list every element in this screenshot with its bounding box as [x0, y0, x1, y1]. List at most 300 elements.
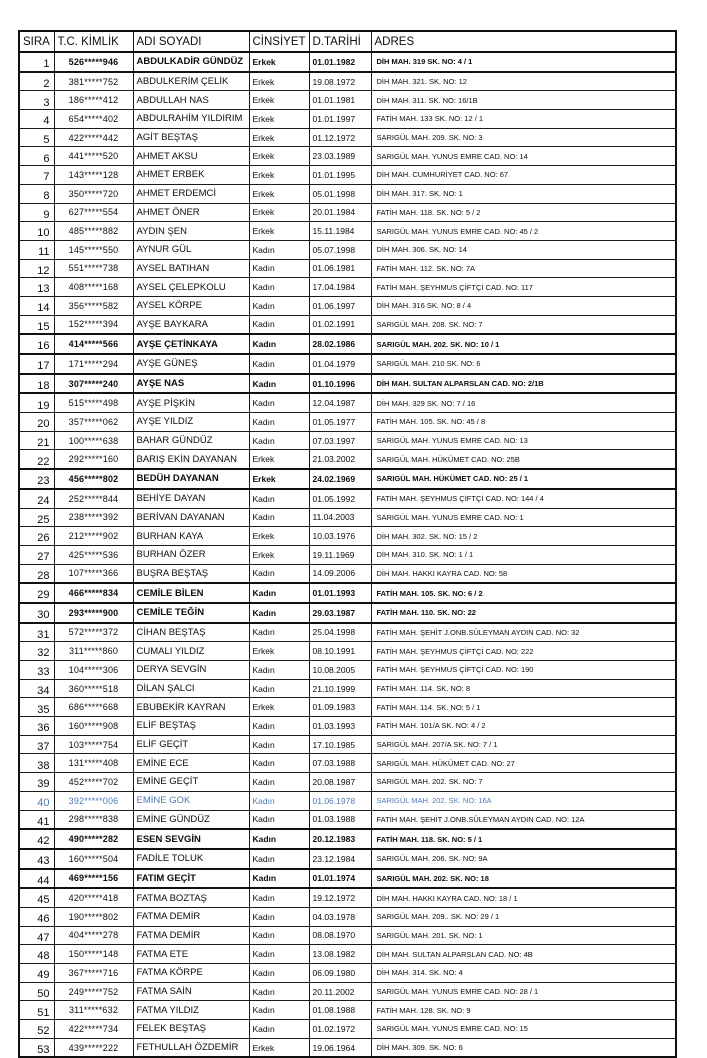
gender-cell: Kadın [249, 679, 309, 698]
tc-id-cell: 350*****720 [54, 184, 133, 203]
tc-id-cell: 490*****282 [54, 829, 133, 849]
row-number-cell: 47 [19, 926, 54, 945]
dob-cell: 01.06.1997 [309, 296, 371, 315]
table-row [19, 110, 676, 129]
address-cell: DİH MAH. 311. SK. NO: 16/1B [371, 91, 676, 110]
gender-cell: Kadın [249, 926, 309, 945]
address-cell: SARIGÜL MAH. YUNUS EMRE CAD. NO: 28 / 1 [371, 982, 676, 1001]
name-cell: ABDULRAHİM YILDIRIM [133, 110, 249, 129]
table-row [19, 679, 676, 698]
dob-cell: 01.10.1996 [309, 374, 371, 394]
row-number-cell: 36 [19, 717, 54, 736]
tc-id-cell: 131*****408 [54, 754, 133, 773]
header-gender: CİNSİYET [249, 31, 309, 52]
dob-cell: 15.11.1984 [309, 222, 371, 241]
dob-cell: 11.04.2003 [309, 508, 371, 527]
address-cell: SARIGÜL MAH. YUNUS EMRE CAD. NO: 15 [371, 1020, 676, 1039]
table-row [19, 1020, 676, 1039]
name-cell: EMİNE GEÇİT [133, 773, 249, 792]
gender-cell: Kadın [249, 945, 309, 964]
dob-cell: 20.12.1983 [309, 829, 371, 849]
row-number-cell: 42 [19, 829, 54, 849]
row-number-cell: 1 [19, 52, 54, 72]
name-cell: AYNUR GÜL [133, 240, 249, 259]
gender-cell: Kadın [249, 661, 309, 680]
address-cell: DİH MAH. 309. SK. NO: 6 [371, 1038, 676, 1057]
address-cell: DİH MAH. 321. SK. NO: 12 [371, 72, 676, 91]
gender-cell: Kadın [249, 393, 309, 412]
dob-cell: 10.08.2005 [309, 661, 371, 680]
row-number-cell: 23 [19, 469, 54, 489]
table-row [19, 259, 676, 278]
name-cell: AYŞE BAYKARA [133, 315, 249, 334]
row-number-cell: 39 [19, 773, 54, 792]
tc-id-cell: 515*****498 [54, 393, 133, 412]
name-cell: ELİF GEÇİT [133, 735, 249, 754]
name-cell: FETHULLAH ÖZDEMİR [133, 1038, 249, 1057]
name-cell: FATMA KÖRPE [133, 964, 249, 983]
tc-id-cell: 298*****838 [54, 810, 133, 829]
name-cell: CUMALI YILDIZ [133, 642, 249, 661]
gender-cell: Kadın [249, 1001, 309, 1020]
address-cell: FATİH MAH. ŞEHİT J.ONB.SÜLEYMAN AYDIN CAD. NO: 12A [371, 810, 676, 829]
gender-cell: Kadın [249, 982, 309, 1001]
table-row [19, 583, 676, 603]
address-cell: SARIGÜL MAH. 210 SK. NO: 6 [371, 354, 676, 374]
table-row [19, 431, 676, 450]
row-number-cell: 37 [19, 735, 54, 754]
gender-cell: Kadın [249, 623, 309, 642]
row-number-cell: 5 [19, 128, 54, 147]
dob-cell: 04.03.1978 [309, 907, 371, 926]
tc-id-cell: 293*****900 [54, 603, 133, 623]
row-number-cell: 40 [19, 791, 54, 810]
table-row [19, 717, 676, 736]
row-number-cell: 46 [19, 907, 54, 926]
name-cell: CEMİLE TEĞİN [133, 603, 249, 623]
name-cell: AHMET ERBEK [133, 166, 249, 185]
row-number-cell: 20 [19, 413, 54, 432]
tc-id-cell: 238*****392 [54, 508, 133, 527]
name-cell: CEMİLE BİLEN [133, 583, 249, 603]
name-cell: AYŞE NAS [133, 374, 249, 394]
table-row [19, 166, 676, 185]
table-row [19, 698, 676, 717]
dob-cell: 07.03.1988 [309, 754, 371, 773]
gender-cell: Erkek [249, 166, 309, 185]
table-row [19, 489, 676, 508]
table-row [19, 222, 676, 241]
row-number-cell: 33 [19, 661, 54, 680]
dob-cell: 01.02.1972 [309, 1020, 371, 1039]
table-row [19, 810, 676, 829]
row-number-cell: 18 [19, 374, 54, 394]
address-cell: DİH MAH. 329 SK. NO: 7 / 16 [371, 393, 676, 412]
table-row [19, 203, 676, 222]
row-number-cell: 35 [19, 698, 54, 717]
name-cell: BURHAN ÖZER [133, 545, 249, 564]
dob-cell: 19.12.1972 [309, 888, 371, 907]
name-cell: ESEN SEVGİN [133, 829, 249, 849]
gender-cell: Erkek [249, 52, 309, 72]
dob-cell: 12.04.1987 [309, 393, 371, 412]
row-number-cell: 24 [19, 489, 54, 508]
address-cell: DİH MAH. SULTAN ALPARSLAN CAD. NO: 2/1B [371, 374, 676, 394]
name-cell: AYŞE GÜNEŞ [133, 354, 249, 374]
tc-id-cell: 100*****638 [54, 431, 133, 450]
gender-cell: Kadın [249, 278, 309, 297]
table-row [19, 829, 676, 849]
address-cell: FATİH MAH. 105. SK. NO: 6 / 2 [371, 583, 676, 603]
dob-cell: 19.08.1972 [309, 72, 371, 91]
gender-cell: Kadın [249, 603, 309, 623]
dob-cell: 19.11.1969 [309, 545, 371, 564]
tc-id-cell: 292*****160 [54, 450, 133, 469]
gender-cell: Kadın [249, 296, 309, 315]
dob-cell: 21.03.2002 [309, 450, 371, 469]
address-cell: DİH MAH. HAKKI KAYRA CAD. NO: 58 [371, 564, 676, 583]
dob-cell: 01.06.1978 [309, 791, 371, 810]
name-cell: BURHAN KAYA [133, 527, 249, 546]
address-cell: FATİH MAH. ŞEYHMUS ÇİFTÇİ CAD. NO: 117 [371, 278, 676, 297]
dob-cell: 01.06.1981 [309, 259, 371, 278]
row-number-cell: 27 [19, 545, 54, 564]
table-header [19, 31, 676, 52]
name-cell: FATMA BOZTAŞ [133, 888, 249, 907]
address-cell: SARIGÜL MAH. YUNUS EMRE CAD. NO: 1 [371, 508, 676, 527]
table-row [19, 773, 676, 792]
tc-id-cell: 360*****518 [54, 679, 133, 698]
gender-cell: Kadın [249, 564, 309, 583]
tc-id-cell: 686*****668 [54, 698, 133, 717]
gender-cell: Erkek [249, 469, 309, 489]
row-number-cell: 50 [19, 982, 54, 1001]
dob-cell: 05.01.1998 [309, 184, 371, 203]
table-row [19, 527, 676, 546]
table-row [19, 907, 676, 926]
dob-cell: 01.09.1983 [309, 698, 371, 717]
name-cell: EBUBEKİR KAYRAN [133, 698, 249, 717]
address-cell: SARIGÜL MAH. 208. SK. NO: 7 [371, 315, 676, 334]
row-number-cell: 4 [19, 110, 54, 129]
tc-id-cell: 485*****882 [54, 222, 133, 241]
name-cell: AYSEL ÇELEPKOLU [133, 278, 249, 297]
gender-cell: Kadın [249, 240, 309, 259]
row-number-cell: 15 [19, 315, 54, 334]
tc-id-cell: 439*****222 [54, 1038, 133, 1057]
row-number-cell: 51 [19, 1001, 54, 1020]
name-cell: FATMA DEMİR [133, 926, 249, 945]
dob-cell: 01.05.1992 [309, 489, 371, 508]
tc-id-cell: 456*****802 [54, 469, 133, 489]
name-cell: AYŞE PİŞKİN [133, 393, 249, 412]
dob-cell: 01.01.1982 [309, 52, 371, 72]
row-number-cell: 44 [19, 869, 54, 889]
table-row [19, 296, 676, 315]
name-cell: DERYA SEVGİN [133, 661, 249, 680]
gender-cell: Kadın [249, 315, 309, 334]
address-cell: SARIGÜL MAH. 206. SK. NO: 9A [371, 849, 676, 869]
address-cell: FATİH MAH. 128. SK. NO: 9 [371, 1001, 676, 1020]
dob-cell: 01.01.1997 [309, 110, 371, 129]
table-row [19, 564, 676, 583]
tc-id-cell: 212*****902 [54, 527, 133, 546]
row-number-cell: 11 [19, 240, 54, 259]
table-row [19, 849, 676, 869]
tc-id-cell: 356*****582 [54, 296, 133, 315]
dob-cell: 23.12.1984 [309, 849, 371, 869]
gender-cell: Kadın [249, 431, 309, 450]
tc-id-cell: 466*****834 [54, 583, 133, 603]
gender-cell: Kadın [249, 849, 309, 869]
gender-cell: Kadın [249, 374, 309, 394]
name-cell: BARIŞ EKİN DAYANAN [133, 450, 249, 469]
tc-id-cell: 404*****278 [54, 926, 133, 945]
row-number-cell: 30 [19, 603, 54, 623]
tc-id-cell: 145*****550 [54, 240, 133, 259]
dob-cell: 08.10.1991 [309, 642, 371, 661]
address-cell: SARIGÜL MAH. HÜKÜMET CAD. NO: 25 / 1 [371, 469, 676, 489]
name-cell: AYSEL KÖRPE [133, 296, 249, 315]
tc-id-cell: 420*****418 [54, 888, 133, 907]
address-cell: SARIGÜL MAH. 207/A SK. NO: 7 / 1 [371, 735, 676, 754]
address-cell: DİH MAH. 314. SK. NO: 4 [371, 964, 676, 983]
name-cell: FATMA YILDIZ [133, 1001, 249, 1020]
table-row [19, 603, 676, 623]
row-number-cell: 25 [19, 508, 54, 527]
gender-cell: Erkek [249, 128, 309, 147]
name-cell: AYDIN ŞEN [133, 222, 249, 241]
name-cell: DİLAN ŞALCI [133, 679, 249, 698]
gender-cell: Kadın [249, 869, 309, 889]
name-cell: FADİLE TOLUK [133, 849, 249, 869]
gender-cell: Kadın [249, 829, 309, 849]
table-row [19, 147, 676, 166]
gender-cell: Erkek [249, 110, 309, 129]
row-number-cell: 31 [19, 623, 54, 642]
address-cell: SARIGÜL MAH. YUNUS EMRE CAD. NO: 14 [371, 147, 676, 166]
dob-cell: 07.03.1997 [309, 431, 371, 450]
tc-id-cell: 252*****844 [54, 489, 133, 508]
dob-cell: 01.01.1995 [309, 166, 371, 185]
table-row [19, 642, 676, 661]
gender-cell: Kadın [249, 754, 309, 773]
row-number-cell: 43 [19, 849, 54, 869]
dob-cell: 13.08.1982 [309, 945, 371, 964]
dob-cell: 20.11.2002 [309, 982, 371, 1001]
gender-cell: Kadın [249, 508, 309, 527]
gender-cell: Erkek [249, 184, 309, 203]
tc-id-cell: 526*****946 [54, 52, 133, 72]
table-row [19, 964, 676, 983]
row-number-cell: 52 [19, 1020, 54, 1039]
tc-id-cell: 654*****402 [54, 110, 133, 129]
table-row [19, 354, 676, 374]
gender-cell: Erkek [249, 545, 309, 564]
tc-id-cell: 408*****168 [54, 278, 133, 297]
address-cell: SARIGÜL MAH. 209. SK. NO: 3 [371, 128, 676, 147]
table-row [19, 240, 676, 259]
dob-cell: 17.04.1984 [309, 278, 371, 297]
address-cell: FATİH MAH. 118. SK. NO: 5 / 2 [371, 203, 676, 222]
table-row [19, 315, 676, 334]
dob-cell: 20.01.1984 [309, 203, 371, 222]
name-cell: AHMET ÖNER [133, 203, 249, 222]
table-row [19, 128, 676, 147]
tc-id-cell: 357*****062 [54, 413, 133, 432]
tc-id-cell: 311*****632 [54, 1001, 133, 1020]
table-row [19, 926, 676, 945]
table-row [19, 545, 676, 564]
tc-id-cell: 422*****442 [54, 128, 133, 147]
header-sira: SIRA [19, 31, 54, 52]
header-address: ADRES [371, 31, 676, 52]
gender-cell: Kadın [249, 888, 309, 907]
row-number-cell: 19 [19, 393, 54, 412]
table-row [19, 469, 676, 489]
row-number-cell: 10 [19, 222, 54, 241]
name-cell: EMİNE GÜNDÜZ [133, 810, 249, 829]
row-number-cell: 16 [19, 334, 54, 354]
name-cell: BEDÜH DAYANAN [133, 469, 249, 489]
dob-cell: 01.05.1977 [309, 413, 371, 432]
address-cell: FATİH MAH. 114. SK. NO: 5 / 1 [371, 698, 676, 717]
tc-id-cell: 572*****372 [54, 623, 133, 642]
name-cell: AGİT BEŞTAŞ [133, 128, 249, 147]
address-cell: DİH MAH. 317. SK. NO: 1 [371, 184, 676, 203]
address-cell: DİH MAH. HAKKI KAYRA CAD. NO: 18 / 1 [371, 888, 676, 907]
table-row [19, 945, 676, 964]
records-table [18, 30, 677, 1058]
name-cell: ABDULKADİR GÜNDÜZ [133, 52, 249, 72]
tc-id-cell: 367*****716 [54, 964, 133, 983]
table-row [19, 1038, 676, 1057]
tc-id-cell: 311*****860 [54, 642, 133, 661]
row-number-cell: 38 [19, 754, 54, 773]
address-cell: SARIGÜL MAH. 202. SK. NO: 10 / 1 [371, 334, 676, 354]
row-number-cell: 13 [19, 278, 54, 297]
name-cell: AHMET AKSU [133, 147, 249, 166]
row-number-cell: 45 [19, 888, 54, 907]
name-cell: AYSEL BATIHAN [133, 259, 249, 278]
row-number-cell: 14 [19, 296, 54, 315]
table-row [19, 52, 676, 72]
name-cell: FELEK BEŞTAŞ [133, 1020, 249, 1039]
address-cell: DİH MAH. 316 SK. NO: 8 / 4 [371, 296, 676, 315]
name-cell: FATMA ETE [133, 945, 249, 964]
dob-cell: 17.10.1985 [309, 735, 371, 754]
row-number-cell: 32 [19, 642, 54, 661]
row-number-cell: 34 [19, 679, 54, 698]
row-number-cell: 48 [19, 945, 54, 964]
gender-cell: Kadın [249, 907, 309, 926]
table-row [19, 1001, 676, 1020]
row-number-cell: 3 [19, 91, 54, 110]
tc-id-cell: 551*****738 [54, 259, 133, 278]
tc-id-cell: 171*****294 [54, 354, 133, 374]
name-cell: ELİF BEŞTAŞ [133, 717, 249, 736]
row-number-cell: 12 [19, 259, 54, 278]
address-cell: SARIGÜL MAH. 209.. SK. NO: 29 / 1 [371, 907, 676, 926]
gender-cell: Erkek [249, 698, 309, 717]
gender-cell: Kadın [249, 791, 309, 810]
tc-id-cell: 627*****554 [54, 203, 133, 222]
name-cell: AHMET ERDEMCİ [133, 184, 249, 203]
row-number-cell: 28 [19, 564, 54, 583]
row-number-cell: 9 [19, 203, 54, 222]
gender-cell: Kadın [249, 354, 309, 374]
name-cell: AYŞE ÇETİNKAYA [133, 334, 249, 354]
dob-cell: 28.02.1986 [309, 334, 371, 354]
name-cell: FATMA DEMİR [133, 907, 249, 926]
tc-id-cell: 143*****128 [54, 166, 133, 185]
dob-cell: 01.12.1972 [309, 128, 371, 147]
gender-cell: Erkek [249, 450, 309, 469]
gender-cell: Kadın [249, 489, 309, 508]
name-cell: AYŞE YILDIZ [133, 413, 249, 432]
tc-id-cell: 160*****504 [54, 849, 133, 869]
gender-cell: Erkek [249, 1038, 309, 1057]
row-number-cell: 49 [19, 964, 54, 983]
address-cell: SARIGÜL MAH. HÜKÜMET CAD. NO: 27 [371, 754, 676, 773]
gender-cell: Kadın [249, 583, 309, 603]
row-number-cell: 17 [19, 354, 54, 374]
table-row [19, 869, 676, 889]
address-cell: FATİH MAH. ŞEYHMUS ÇİFTÇİ CAD. NO: 144 / 4 [371, 489, 676, 508]
gender-cell: Kadın [249, 717, 309, 736]
address-cell: FATİH MAH. 112. SK. NO: 7A [371, 259, 676, 278]
row-number-cell: 29 [19, 583, 54, 603]
dob-cell: 01.01.1974 [309, 869, 371, 889]
row-number-cell: 7 [19, 166, 54, 185]
name-cell: BERİVAN DAYANAN [133, 508, 249, 527]
address-cell: DİH MAH. 306. SK. NO: 14 [371, 240, 676, 259]
address-cell: SARIGÜL MAH. 202. SK. NO: 16A [371, 791, 676, 810]
table-row [19, 754, 676, 773]
gender-cell: Erkek [249, 642, 309, 661]
name-cell: FATMA SAİN [133, 982, 249, 1001]
tc-id-cell: 103*****754 [54, 735, 133, 754]
dob-cell: 25.04.1998 [309, 623, 371, 642]
table-row [19, 735, 676, 754]
address-cell: DİH MAH. SULTAN ALPARSLAN CAD. NO: 4B [371, 945, 676, 964]
dob-cell: 21.10.1999 [309, 679, 371, 698]
row-number-cell: 22 [19, 450, 54, 469]
tc-id-cell: 107*****366 [54, 564, 133, 583]
dob-cell: 01.01.1993 [309, 583, 371, 603]
dob-cell: 24.02.1969 [309, 469, 371, 489]
gender-cell: Kadın [249, 773, 309, 792]
address-cell: DİH MAH. 302. SK. NO: 15 / 2 [371, 527, 676, 546]
address-cell: FATİH MAH. ŞEYHMUS ÇİFTÇİ CAD. NO: 190 [371, 661, 676, 680]
gender-cell: Erkek [249, 147, 309, 166]
gender-cell: Erkek [249, 72, 309, 91]
address-cell: SARIGÜL MAH. YUNUS EMRE CAD. NO: 45 / 2 [371, 222, 676, 241]
gender-cell: Kadın [249, 810, 309, 829]
tc-id-cell: 425*****536 [54, 545, 133, 564]
address-cell: SARIGÜL MAH. YUNUS EMRE CAD. NO: 13 [371, 431, 676, 450]
address-cell: FATİH MAH. 105. SK. NO: 45 / 8 [371, 413, 676, 432]
row-number-cell: 26 [19, 527, 54, 546]
address-cell: SARIGÜL MAH. HÜKÜMET CAD. NO: 25B [371, 450, 676, 469]
header-name: ADI SOYADI [133, 31, 249, 52]
dob-cell: 29.03.1987 [309, 603, 371, 623]
table-row [19, 413, 676, 432]
name-cell: BAHAR GÜNDÜZ [133, 431, 249, 450]
gender-cell: Erkek [249, 527, 309, 546]
table-row [19, 374, 676, 394]
tc-id-cell: 307*****240 [54, 374, 133, 394]
